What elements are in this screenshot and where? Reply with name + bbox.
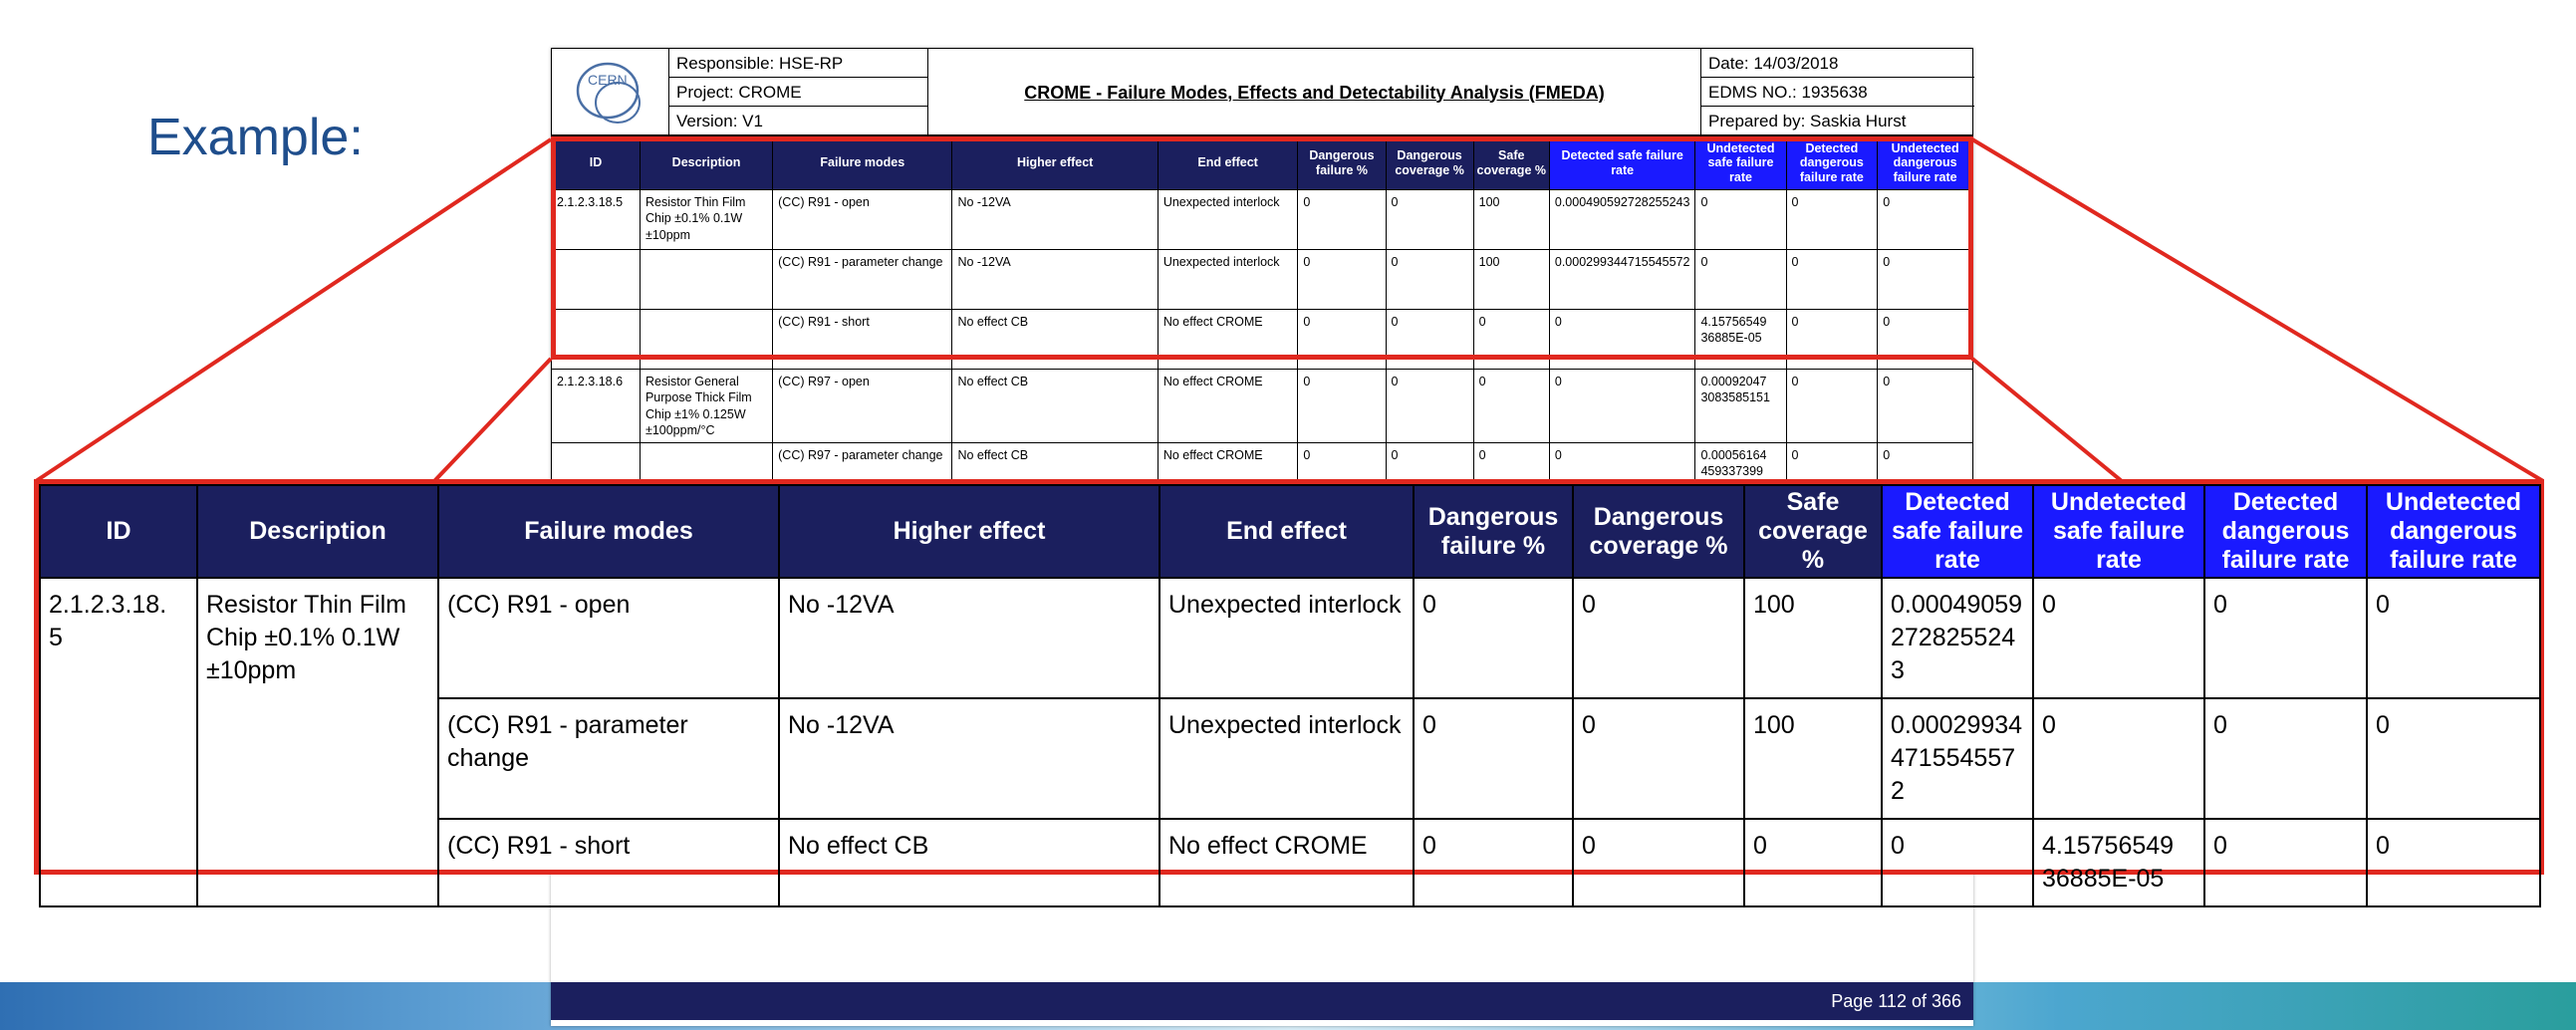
- column-header: Failure modes: [438, 485, 779, 578]
- column-header: Safe coverage %: [1744, 485, 1882, 578]
- table-cell: No -12VA: [952, 250, 1158, 310]
- table-cell: (CC) R97 - open: [773, 370, 952, 443]
- table-cell: 0: [1549, 370, 1695, 443]
- column-header: Safe coverage %: [1473, 136, 1549, 190]
- table-cell: 4.15756549 36885E-05: [2033, 819, 2204, 906]
- table-cell: (CC) R91 - open: [773, 190, 952, 250]
- table-cell: 0.000490592728255243: [1549, 190, 1695, 250]
- table-cell: 0: [1298, 250, 1386, 310]
- responsible-field: Responsible: HSE-RP: [669, 49, 927, 78]
- prepared-by-field: Prepared by: Saskia Hurst: [1708, 112, 1907, 130]
- table-cell: No effect CB: [952, 443, 1158, 503]
- table-cell: 0: [1878, 250, 1973, 310]
- table-cell: 0: [1786, 443, 1878, 503]
- column-header: Undetected safe failure rate: [1695, 136, 1786, 190]
- table-cell: No effect CB: [952, 310, 1158, 370]
- table-cell: (CC) R91 - short: [438, 819, 779, 906]
- table-cell: 0.00029934 471554557 2: [1882, 698, 2033, 819]
- table-cell: Resistor Thin Film Chip ±0.1% 0.1W ±10ppm: [197, 578, 438, 698]
- table-cell: 0: [1473, 370, 1549, 443]
- table-cell: No effect CB: [952, 370, 1158, 443]
- table-cell: 0: [1414, 819, 1573, 906]
- table-cell: 0: [1786, 250, 1878, 310]
- table-cell: 0: [1298, 370, 1386, 443]
- table-cell: No effect CROME: [1158, 370, 1298, 443]
- table-cell: 0: [1573, 698, 1744, 819]
- table-cell: Resistor Thin Film Chip ±0.1% 0.1W ±10ppm: [640, 190, 772, 250]
- table-cell: 100: [1744, 578, 1882, 698]
- table-cell: 0: [1882, 819, 2033, 906]
- column-header: Detected safe failure rate: [1549, 136, 1695, 190]
- table-cell: 0: [1473, 443, 1549, 503]
- column-header: Description: [197, 485, 438, 578]
- version-field: Version: V1: [676, 112, 763, 130]
- table-cell: 0: [1786, 190, 1878, 250]
- table-cell: (CC) R91 - open: [438, 578, 779, 698]
- table-cell: No effect CB: [779, 819, 1159, 906]
- column-header: Failure modes: [773, 136, 952, 190]
- table-cell: 0: [1878, 443, 1973, 503]
- table-cell: 0: [2033, 578, 2204, 698]
- table-cell: 2.1.2.3.18.5: [552, 190, 641, 250]
- column-header: ID: [40, 485, 197, 578]
- table-cell: No -12VA: [779, 578, 1159, 698]
- table-cell: (CC) R91 - short: [773, 310, 952, 370]
- table-row: [40, 698, 2540, 819]
- table-cell: 0: [1695, 250, 1786, 310]
- table-cell: 0: [1878, 370, 1973, 443]
- table-cell: (CC) R97 - parameter change: [773, 443, 952, 503]
- table-cell: 0.000299344715545572: [1549, 250, 1695, 310]
- zoomed-table-panel: [34, 479, 2544, 893]
- project-field: Project: CROME: [669, 78, 927, 107]
- table-cell: 0.00092047 3083585151: [1695, 370, 1786, 443]
- column-header: Higher effect: [779, 485, 1159, 578]
- table-cell: No -12VA: [952, 190, 1158, 250]
- table-cell: (CC) R91 - parameter change: [773, 250, 952, 310]
- column-header: ID: [552, 136, 641, 190]
- edms-field: EDMS NO.: 1935638: [1701, 78, 1974, 107]
- table-cell: 0: [2367, 578, 2540, 698]
- table-row: [40, 578, 2540, 698]
- table-cell: Resistor General Purpose Thick Film Chip ±1% 0.125W ±100ppm/°C: [640, 370, 772, 443]
- page-number: Page 112 of 366: [1831, 991, 1961, 1011]
- table-cell: 0.00049059 272825524 3: [1882, 578, 2033, 698]
- document-title: CROME - Failure Modes, Effects and Detectability Analysis (FMEDA): [928, 49, 1701, 136]
- table-cell: 0: [1414, 578, 1573, 698]
- table-cell: 2.1.2.3.18.6: [552, 370, 641, 443]
- column-header: End effect: [1158, 136, 1298, 190]
- table-cell: 0: [1786, 310, 1878, 370]
- example-label: Example:: [147, 109, 364, 166]
- column-header: Undetected safe failure rate: [2033, 485, 2204, 578]
- table-cell: 0: [2204, 698, 2367, 819]
- table-cell: 0: [1473, 310, 1549, 370]
- table-cell: 0: [1549, 310, 1695, 370]
- column-header: Description: [640, 136, 772, 190]
- table-cell: Unexpected interlock: [1158, 190, 1298, 250]
- zoomed-fmeda-table: [39, 484, 2541, 907]
- table-cell: 0: [2204, 578, 2367, 698]
- table-cell: 0: [1298, 310, 1386, 370]
- table-cell: No effect CROME: [1159, 819, 1414, 906]
- column-header: Dangerous failure %: [1414, 485, 1573, 578]
- table-cell: No effect CROME: [1158, 310, 1298, 370]
- table-cell: 4.15756549 36885E-05: [1695, 310, 1786, 370]
- table-cell: 2.1.2.3.18. 5: [40, 578, 197, 698]
- svg-text:CERN: CERN: [587, 72, 628, 88]
- table-cell: 0: [1878, 310, 1973, 370]
- table-cell: 0: [1786, 370, 1878, 443]
- table-cell: [40, 819, 197, 906]
- column-header: Dangerous coverage %: [1386, 136, 1473, 190]
- table-cell: Unexpected interlock: [1158, 250, 1298, 310]
- table-cell: No effect CROME: [1158, 443, 1298, 503]
- table-cell: No -12VA: [779, 698, 1159, 819]
- table-cell: 0: [1549, 443, 1695, 503]
- table-cell: 0: [1386, 190, 1473, 250]
- column-header: Detected dangerous failure rate: [1786, 136, 1878, 190]
- table-cell: 0: [2367, 819, 2540, 906]
- table-cell: 0: [1573, 578, 1744, 698]
- table-row: [40, 819, 2540, 906]
- table-cell: 0: [1878, 190, 1973, 250]
- table-cell: 100: [1473, 190, 1549, 250]
- table-cell: 100: [1473, 250, 1549, 310]
- column-header: Higher effect: [952, 136, 1158, 190]
- table-cell: [197, 698, 438, 819]
- table-cell: 100: [1744, 698, 1882, 819]
- column-header: Dangerous failure %: [1298, 136, 1386, 190]
- date-field: Date: 14/03/2018: [1701, 49, 1974, 78]
- table-cell: 0: [2204, 819, 2367, 906]
- table-cell: [40, 698, 197, 819]
- table-cell: 0: [1298, 190, 1386, 250]
- table-cell: 0: [1386, 310, 1473, 370]
- table-cell: 0: [1573, 819, 1744, 906]
- table-cell: 0: [1386, 250, 1473, 310]
- table-cell: [197, 819, 438, 906]
- column-header: Detected safe failure rate: [1882, 485, 2033, 578]
- table-cell: 0: [1414, 698, 1573, 819]
- column-header: Detected dangerous failure rate: [2204, 485, 2367, 578]
- table-cell: 0: [1744, 819, 1882, 906]
- column-header: Dangerous coverage %: [1573, 485, 1744, 578]
- table-cell: (CC) R91 - parameter change: [438, 698, 779, 819]
- table-cell: Unexpected interlock: [1159, 578, 1414, 698]
- column-header: Undetected dangerous failure rate: [2367, 485, 2540, 578]
- table-cell: 0: [2033, 698, 2204, 819]
- table-cell: 0: [1386, 443, 1473, 503]
- table-cell: Unexpected interlock: [1159, 698, 1414, 819]
- column-header: End effect: [1159, 485, 1414, 578]
- table-cell: 0: [2367, 698, 2540, 819]
- table-cell: 0.00056164 459337399: [1695, 443, 1786, 503]
- table-cell: 0: [1695, 190, 1786, 250]
- table-cell: 0: [1298, 443, 1386, 503]
- table-cell: 0: [1386, 370, 1473, 443]
- column-header: Undetected dangerous failure rate: [1878, 136, 1973, 190]
